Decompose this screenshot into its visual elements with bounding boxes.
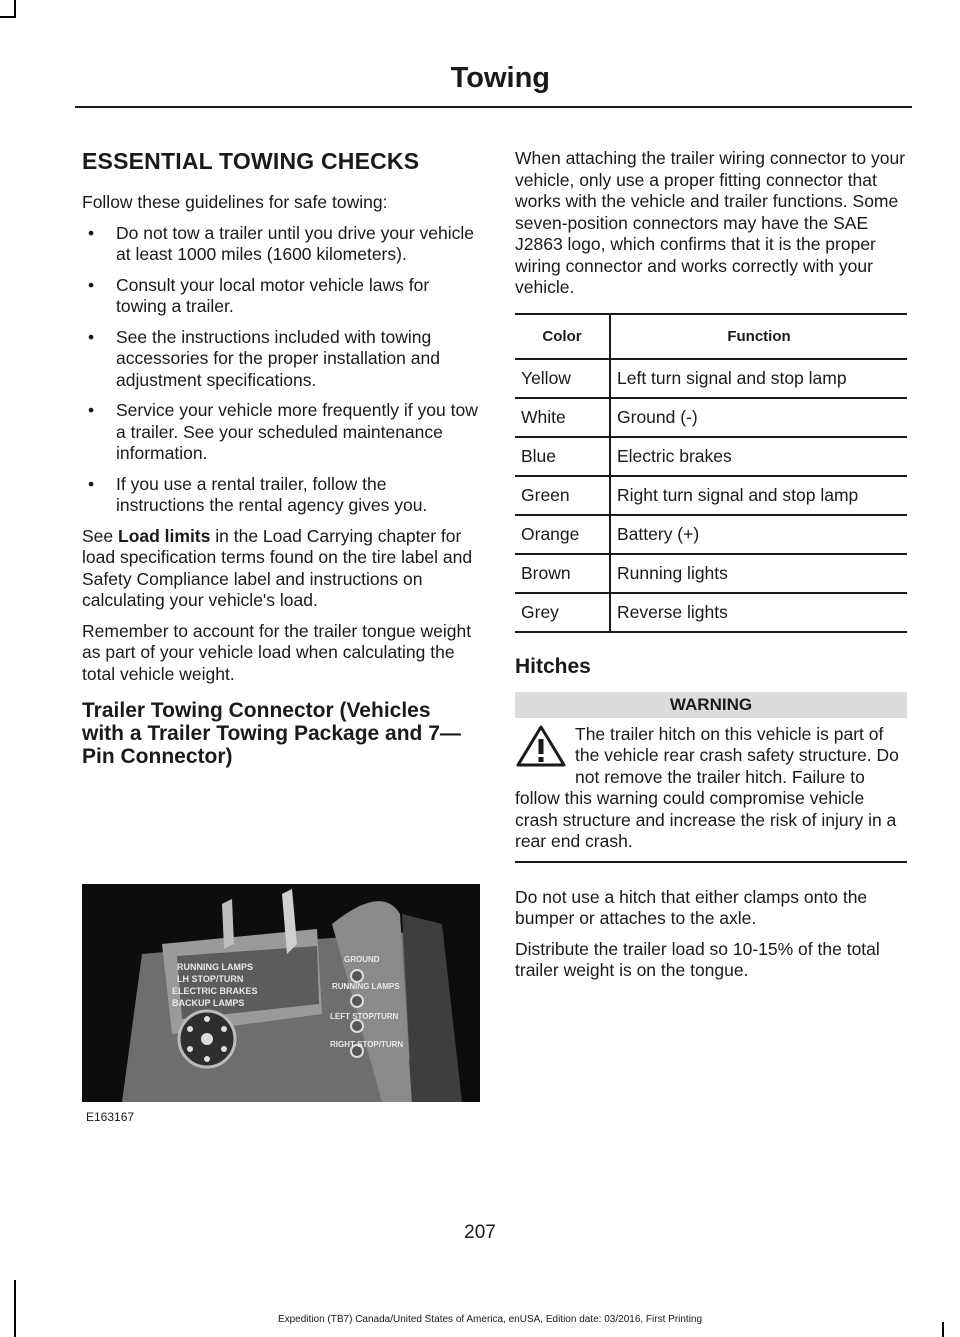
page-footer: Expedition (TB7) Canada/United States of America, enUSA, Edition date: 03/2016, First Printing <box>277 1314 703 1325</box>
tongue-weight-paragraph: Remember to account for the trailer tongue weight as part of your vehicle load when calculating the total vehicle weight. <box>82 620 472 684</box>
warning-triangle-icon <box>515 724 567 768</box>
list-item: • If you use a rental trailer, follow the instructions the rental agency gives you. <box>88 473 428 515</box>
warning-text: The trailer hitch on this vehicle is part of the vehicle rear crash safety structure. Do not remove the trailer hitch. Failure to follow this warning could compromise vehicle crash structure and increase the risk of injury in a rear end crash. <box>515 723 899 851</box>
connector-illustration <box>82 884 480 1102</box>
table-header-color: Color <box>515 314 610 359</box>
connector-photo <box>82 884 480 1102</box>
left-column <box>82 148 478 782</box>
load-limits-paragraph: See Load limits in the Load Carrying chapter for load specification terms found on the tire label and Safety Compliance label and instructions on calculating your vehicle's load. <box>82 525 473 610</box>
bullet: • <box>88 274 95 295</box>
crop-mark-top-left-v <box>14 0 16 17</box>
warning-box <box>515 724 907 853</box>
hitch-paragraph-1: Do not use a hitch that either clamps onto the bumper or attaches to the axle. <box>515 886 868 928</box>
table-row: Yellow Left turn signal and stop lamp <box>515 359 907 398</box>
figure-label: RUNNING LAMPS <box>177 962 253 972</box>
list-item: • Do not tow a trailer until you drive your vehicle at least 1000 miles (1600 kilometers). <box>88 222 474 264</box>
list-item: • Service your vehicle more frequently if you tow a trailer. See your scheduled maintenance information. <box>88 400 478 463</box>
bullet: • <box>88 222 95 243</box>
figure-label: RIGHT STOP/TURN <box>330 1040 404 1049</box>
bullet: • <box>88 326 95 347</box>
crop-mark-top-left-h <box>0 16 16 18</box>
wiring-color-table <box>515 313 907 633</box>
figure-label: LH STOP/TURN <box>177 974 244 984</box>
table-row: Green Right turn signal and stop lamp <box>515 476 907 515</box>
hitches-heading: Hitches <box>515 654 591 678</box>
section-heading: ESSENTIAL TOWING CHECKS <box>82 148 420 174</box>
page-header-title: Towing <box>450 62 550 94</box>
figure-label: GROUND <box>344 955 380 964</box>
connector-intro: When attaching the trailer wiring connector to your vehicle, only use a proper fitting connector that works with the vehicle and trailer functions. Some seven-position connectors may have the SAE J2863 logo, which confirms that it is the proper wiring connector and works correctly with your vehicle. <box>515 148 906 297</box>
table-row: Grey Reverse lights <box>515 593 907 632</box>
header-rule <box>75 106 912 108</box>
table-row: Brown Running lights <box>515 554 907 593</box>
figure-label: LEFT STOP/TURN <box>330 1012 399 1021</box>
table-row: Orange Battery (+) <box>515 515 907 554</box>
table-header-row <box>515 314 907 359</box>
intro-text: Follow these guidelines for safe towing: <box>82 192 388 212</box>
bullet: • <box>88 473 95 494</box>
table-row: Blue Electric brakes <box>515 437 907 476</box>
figure-label: RUNNING LAMPS <box>332 982 400 991</box>
load-limits-link[interactable]: Load limits <box>118 525 211 546</box>
figure-caption: E163167 <box>86 1110 135 1124</box>
figure-label: ELECTRIC BRAKES <box>172 986 258 996</box>
list-item: • See the instructions included with towing accessories for the proper installation and adjustment specifications. <box>88 326 440 390</box>
table-row: White Ground (-) <box>515 398 907 437</box>
bullet: • <box>88 400 95 420</box>
page-number: 207 <box>464 1222 496 1243</box>
crop-mark-bottom-left-v <box>14 1280 16 1337</box>
warning-label: WARNING <box>515 692 907 718</box>
right-column <box>515 148 907 991</box>
table-header-function: Function <box>610 314 907 359</box>
list-item: • Consult your local motor vehicle laws for towing a trailer. <box>88 274 430 316</box>
connector-subheading: Trailer Towing Connector (Vehicles with a Trailer Towing Package and 7—Pin Connector) <box>82 699 461 768</box>
figure-label: BACKUP LAMPS <box>172 998 245 1008</box>
warning-rule <box>515 861 907 863</box>
hitch-paragraph-2: Distribute the trailer load so 10-15% of the total trailer weight is on the tongue. <box>515 938 880 980</box>
guideline-list <box>82 223 478 517</box>
